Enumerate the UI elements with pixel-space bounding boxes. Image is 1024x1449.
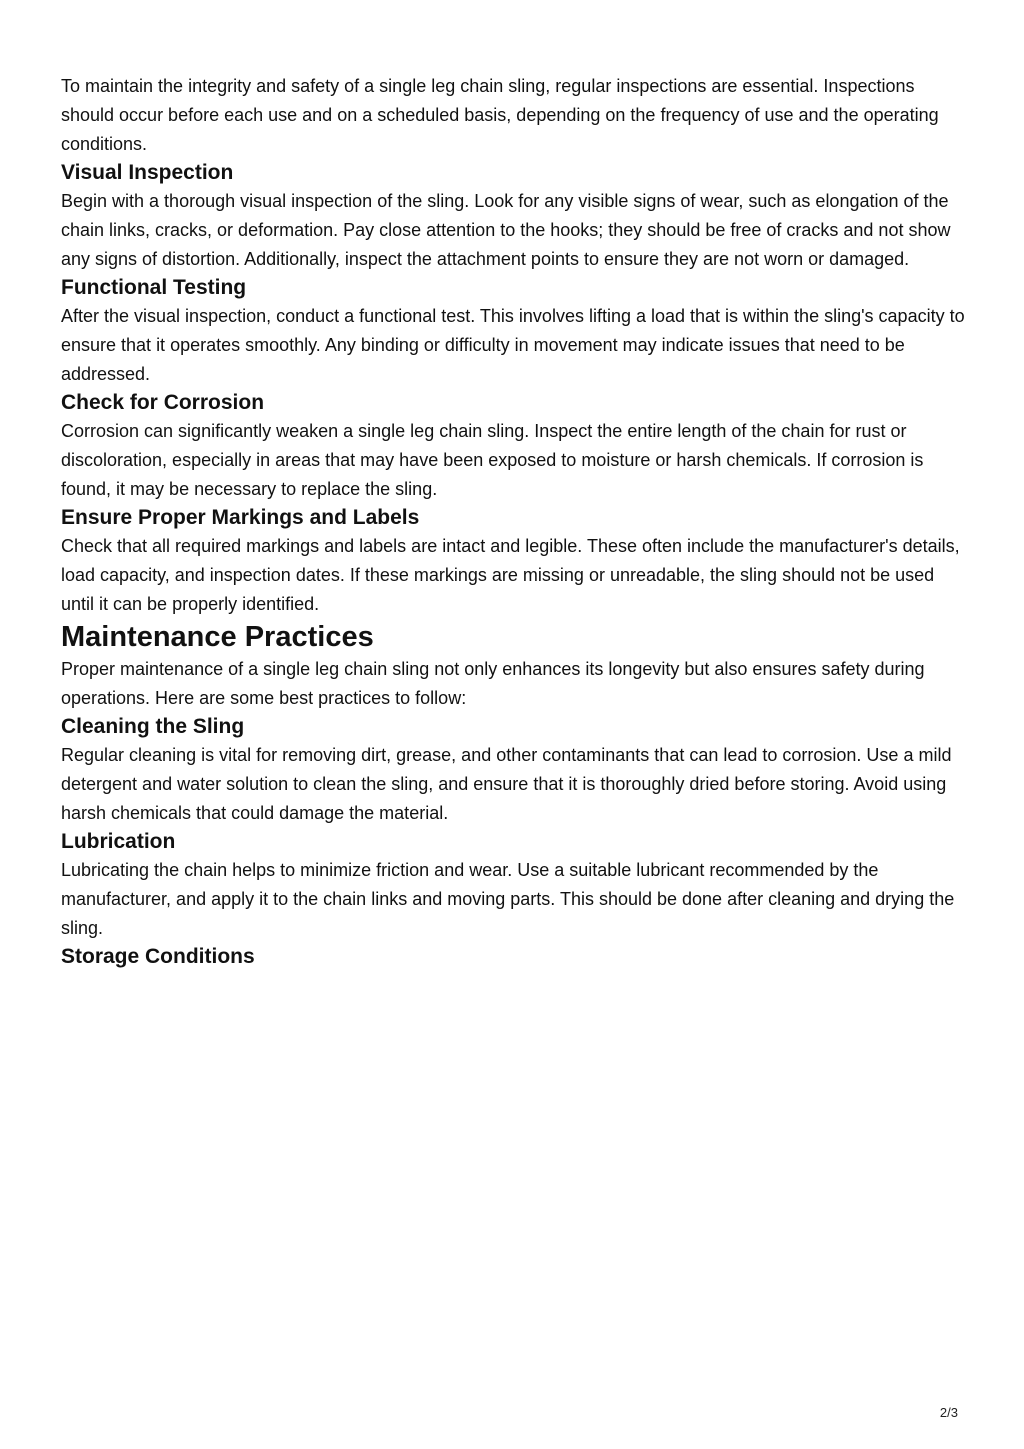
heading-check-corrosion: Check for Corrosion [61,391,265,414]
page-number: 2/3 [939,1405,958,1420]
paragraph-maintenance-intro: Proper maintenance of a single leg chain sling not only enhances its longevity but also ensures safety during operations. Here are some best practices to follow: [61,659,925,708]
paragraph-check-corrosion: Corrosion can significantly weaken a single leg chain sling. Inspect the entire length of the chain for rust or discoloration, especially in areas that may have been exposed to moisture or harsh chemicals. If corrosion is found, it may be necessary to replace the sling. [61,421,924,499]
heading-markings-labels: Ensure Proper Markings and Labels [61,506,420,529]
intro-paragraph: To maintain the integrity and safety of a single leg chain sling, regular inspections are essential. Inspections should occur before each use and on a scheduled basis, depending on the frequency of use and the operating conditions. [61,76,939,154]
paragraph-cleaning-sling: Regular cleaning is vital for removing dirt, grease, and other contaminants that can lead to corrosion. Use a mild detergent and water solution to clean the sling, and ensure that it is thoroughly dried before storing. Avoid using harsh chemicals that could damage the material. [61,745,952,823]
heading-visual-inspection: Visual Inspection [61,161,234,184]
heading-functional-testing: Functional Testing [61,276,247,299]
heading-cleaning-sling: Cleaning the Sling [61,715,245,738]
heading-lubrication: Lubrication [61,830,176,853]
document-page [61,72,966,971]
paragraph-visual-inspection: Begin with a thorough visual inspection of the sling. Look for any visible signs of wear, such as elongation of the chain links, cracks, or deformation. Pay close attention to the hooks; they should be free of cracks and not show any signs of distortion. Additionally, inspect the attachment points to ensure they are not worn or damaged. [61,191,951,269]
paragraph-markings-labels: Check that all required markings and labels are intact and legible. These often include the manufacturer's details, load capacity, and inspection dates. If these markings are missing or unreadable, the sling should not be used until it can be properly identified. [61,536,960,614]
heading-storage-conditions: Storage Conditions [61,945,255,968]
paragraph-functional-testing: After the visual inspection, conduct a functional test. This involves lifting a load that is within the sling's capacity to ensure that it operates smoothly. Any binding or difficulty in movement may indicate issues that need to be addressed. [61,306,965,384]
paragraph-lubrication: Lubricating the chain helps to minimize friction and wear. Use a suitable lubricant recommended by the manufacturer, and apply it to the chain links and moving parts. This should be done after cleaning and drying the sling. [61,860,955,938]
heading-maintenance-practices: Maintenance Practices [61,621,374,653]
